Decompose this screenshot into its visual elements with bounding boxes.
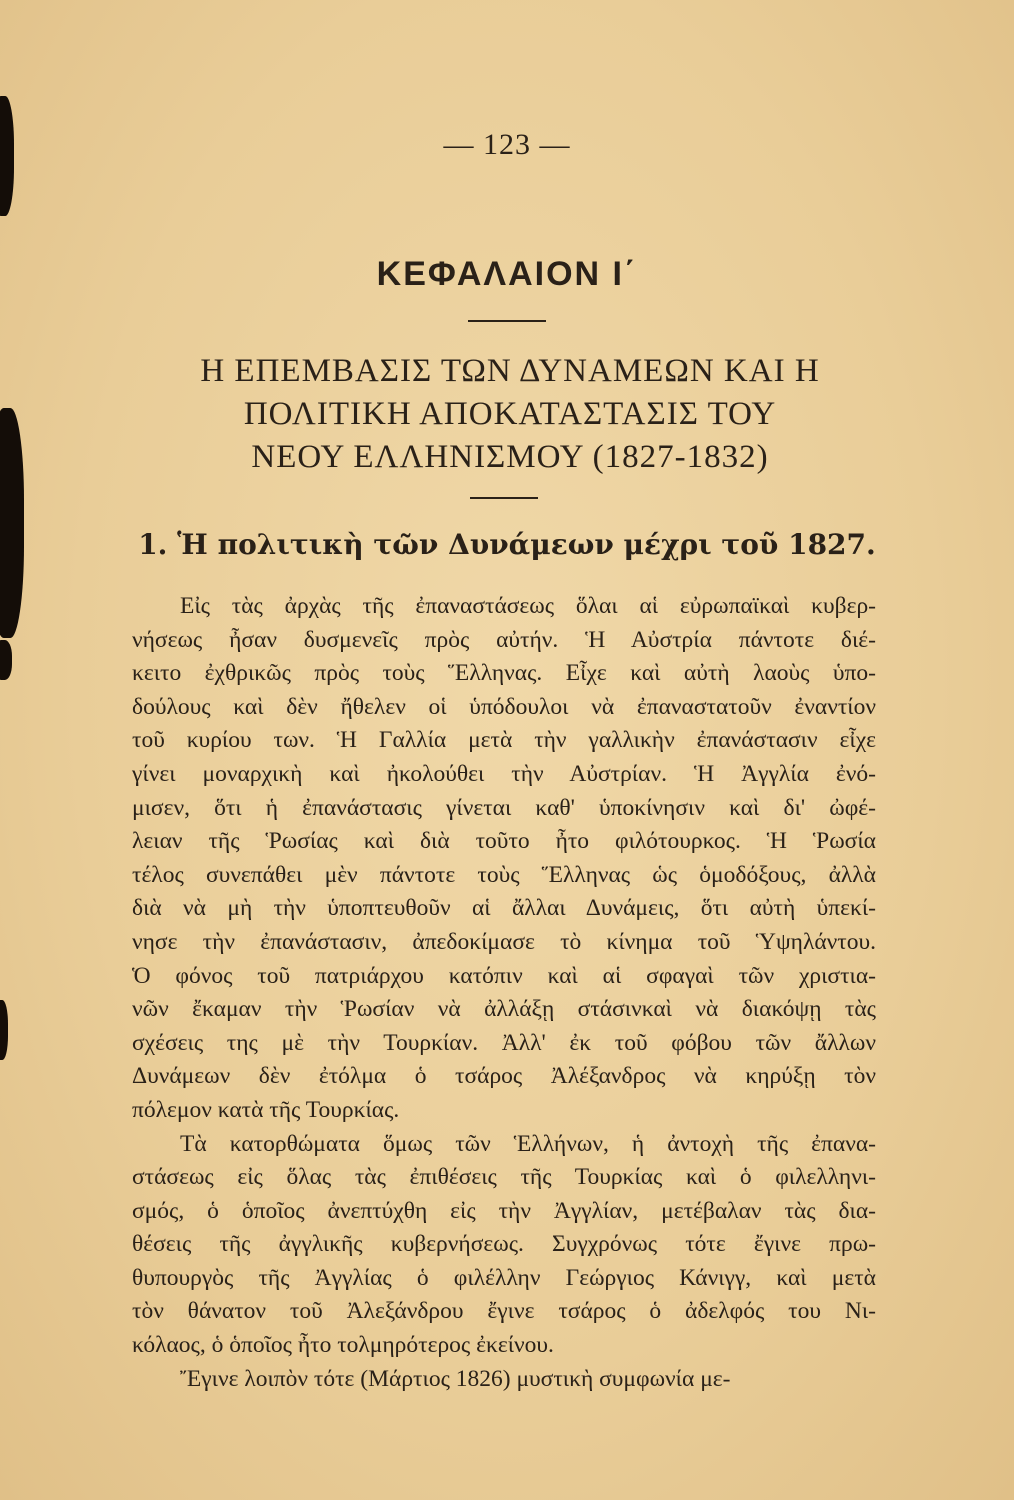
text-line: κόλαος, ὁ ὁποῖος ἦτο τολμηρότερος ἐκείνου. (132, 1332, 554, 1359)
body-text (132, 590, 876, 1396)
page-damage-mark (0, 1000, 8, 1060)
chapter-label: ΚΕΦΑΛΑΙΟΝ Ι΄ (376, 255, 638, 293)
text-line: κειτο ἐχθρικῶς πρὸς τοὺς Ἕλληνας. Εἶχε καὶ αὐτὴ λαοὺς ὑπο- (132, 660, 876, 687)
text-line: διὰ νὰ μὴ τὴν ὑποπτευθοῦν αἱ ἄλλαι Δυνάμεις, ὅτι αὐτὴ ὑπεκί- (132, 895, 876, 922)
divider (470, 497, 538, 499)
text-line: μισεν, ὅτι ἡ ἐπανάστασις γίνεται καθ' ὑποκίνησιν καὶ δι' ὠφέ- (132, 794, 876, 821)
chapter-title-line: ΠΟΛΙΤΙΚΗ ΑΠΟΚΑΤΑΣΤΑΣΙΣ ΤΟΥ (243, 396, 777, 432)
divider (468, 320, 546, 322)
text-line: πόλεμον κατὰ τῆς Τουρκίας. (132, 1096, 400, 1123)
text-line: Ἔγινε λοιπὸν τότε (Μάρτιος 1826) μυστικὴ συμφωνία με- (180, 1365, 731, 1392)
text-line: Εἰς τὰς ἀρχὰς τῆς ἐπαναστάσεως ὅλαι αἱ εὐρωπαϊκαὶ κυβερ- (180, 593, 876, 619)
text-line: Τὰ κατορθώματα ὅμως τῶν Ἑλλήνων, ἡ ἀντοχὴ τῆς ἐπανα- (180, 1130, 876, 1157)
text-line: τὸν θάνατον τοῦ Ἀλεξάνδρου ἔγινε τσάρος ὁ ἀδελφός του Νι- (132, 1298, 876, 1325)
text-line: θέσεις τῆς ἀγγλικῆς κυβερνήσεως. Συγχρόνως τότε ἔγινε πρω- (132, 1231, 876, 1258)
text-line: σμός, ὁ ὁποῖος ἀνεπτύχθη εἰς τὴν Ἀγγλίαν, μετέβαλαν τὰς δια- (132, 1197, 876, 1224)
section-heading: 1. Ἡ πολιτικὴ τῶν Δυνάμεων μέχρι τοῦ 1827. (138, 528, 876, 561)
text-line: λειαν τῆς Ῥωσίας καὶ διὰ τοῦτο ἦτο φιλότουρκος. Ἡ Ῥωσία (132, 828, 876, 855)
text-line: νησε τὴν ἐπανάστασιν, ἀπεδοκίμασε τὸ κίνημα τοῦ Ὑψηλάντου. (132, 928, 876, 955)
text-line: τέλος συνεπάθει μὲν πάντοτε τοὺς Ἕλληνας ὡς ὁμοδόξους, ἀλλὰ (132, 861, 876, 888)
text-line: τοῦ κυρίου των. Ἡ Γαλλία μετὰ τὴν γαλλικὴν ἐπανάστασιν εἶχε (132, 727, 876, 754)
page-damage-mark (0, 640, 12, 680)
chapter-title-line: Η ΕΠΕΜΒΑΣΙΣ ΤΩΝ ΔΥΝΑΜΕΩΝ ΚΑΙ Η (200, 353, 820, 389)
text-line: σχέσεις της μὲ τὴν Τουρκίαν. Ἀλλ' ἐκ τοῦ φόβου τῶν ἄλλων (132, 1029, 876, 1056)
page-number: — 123 — (443, 128, 571, 161)
chapter-title (100, 350, 920, 479)
text-line: νήσεως ἦσαν δυσμενεῖς πρὸς αὐτήν. Ἡ Αὐστρία πάντοτε διέ- (132, 626, 876, 653)
text-line: Ὁ φόνος τοῦ πατριάρχου κατόπιν καὶ αἱ σφαγαὶ τῶν χριστια- (132, 962, 876, 989)
text-line: νῶν ἔκαμαν τὴν Ῥωσίαν νὰ ἀλλάξῃ στάσινκαὶ νὰ διακόψῃ τὰς (132, 996, 876, 1023)
text-line: δούλους καὶ δὲν ἤθελεν οἱ ὑπόδουλοι νὰ ἐπαναστατοῦν ἐναντίον (132, 693, 876, 720)
text-line: Δυνάμεων δὲν ἐτόλμα ὁ τσάρος Ἀλέξανδρος νὰ κηρύξῃ τὸν (132, 1063, 876, 1090)
chapter-title-line: ΝΕΟΥ ΕΛΛΗΝΙΣΜΟΥ (1827-1832) (251, 439, 769, 475)
text-line: θυπουργὸς τῆς Ἀγγλίας ὁ φιλέλλην Γεώργιος Κάνιγγ, καὶ μετὰ (132, 1264, 876, 1291)
text-line: γίνει μοναρχικὴ καὶ ἠκολούθει τὴν Αὐστρίαν. Ἡ Ἀγγλία ἐνό- (132, 760, 876, 787)
page-damage-mark (0, 408, 24, 638)
text-line: στάσεως εἰς ὅλας τὰς ἐπιθέσεις τῆς Τουρκίας καὶ ὁ φιλελληνι- (132, 1164, 876, 1191)
